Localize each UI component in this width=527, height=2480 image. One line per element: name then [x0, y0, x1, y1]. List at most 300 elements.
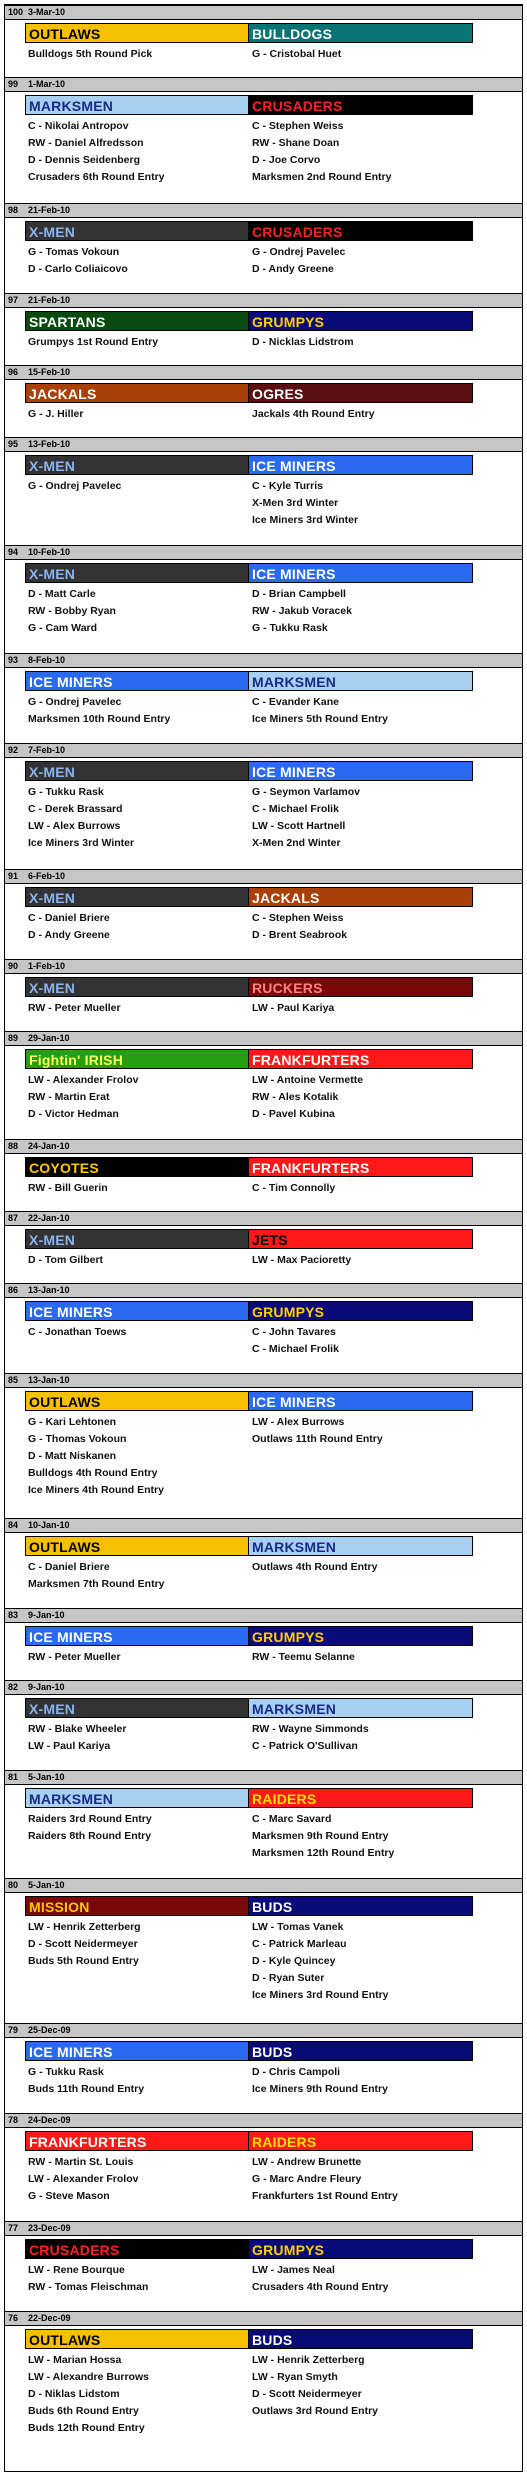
trade-side-left — [25, 383, 249, 423]
team-name: CRUSADERS — [249, 221, 473, 241]
trade-side-left — [25, 95, 249, 186]
trade-entry — [5, 203, 522, 293]
team-name: JETS — [249, 1229, 473, 1249]
team-name: OUTLAWS — [25, 1391, 249, 1411]
trade-number: 89 — [8, 1033, 19, 1043]
team-name: MARKSMEN — [249, 1536, 473, 1556]
trade-side-left — [25, 1229, 249, 1269]
team-name: CRUSADERS — [249, 95, 473, 115]
team-name: ICE MINERS — [249, 455, 473, 475]
trade-body — [5, 1694, 522, 1770]
trade-items — [249, 334, 473, 351]
trade-entry — [5, 1680, 522, 1770]
trade-item: RW - Wayne Simmonds — [252, 1723, 369, 1735]
trade-item: LW - Antoine Vermette — [252, 1074, 364, 1086]
team-name: FRANKFURTERS — [249, 1049, 473, 1069]
trade-entry — [5, 545, 522, 653]
trade-item: C - Derek Brassard — [28, 803, 123, 815]
trade-item: G - Thomas Vokoun — [28, 1433, 127, 1445]
trade-item: C - Daniel Briere — [28, 1561, 110, 1573]
trade-items — [25, 46, 249, 63]
trade-item: LW - Alex Burrows — [252, 1416, 345, 1428]
trade-number: 77 — [8, 2223, 19, 2233]
trade-item: D - Brent Seabrook — [252, 929, 348, 941]
trade-item: Buds 12th Round Entry — [28, 2422, 145, 2434]
trade-header — [5, 77, 522, 92]
trade-item: Grumpys 1st Round Entry — [28, 336, 159, 348]
trade-body — [5, 883, 522, 959]
trade-side-left — [25, 1536, 249, 1593]
trade-item: Marksmen 10th Round Entry — [28, 713, 171, 725]
trade-date: 15-Feb-10 — [28, 367, 71, 377]
trade-item: D - Carlo Coliaicovo — [28, 263, 128, 275]
trade-items — [25, 1072, 249, 1123]
team-name: BUDS — [249, 2329, 473, 2349]
trade-items — [249, 244, 473, 278]
trade-header — [5, 437, 522, 452]
trade-item: LW - Max Pacioretty — [252, 1254, 352, 1266]
trade-item: Marksmen 9th Round Entry — [252, 1830, 389, 1842]
trade-entry — [5, 2221, 522, 2311]
trade-side-right — [249, 887, 473, 944]
trade-side-right — [249, 2329, 473, 2420]
trade-item: Jackals 4th Round Entry — [252, 408, 375, 420]
team-name: ICE MINERS — [249, 1391, 473, 1411]
trade-item: C - Jonathan Toews — [28, 1326, 127, 1338]
trade-items — [249, 784, 473, 852]
trade-item: Crusaders 6th Round Entry — [28, 171, 165, 183]
trade-entry — [5, 1770, 522, 1878]
trade-number: 83 — [8, 1610, 19, 1620]
trade-body — [5, 1297, 522, 1373]
trade-entry — [5, 365, 522, 437]
trade-items — [249, 2262, 473, 2296]
trade-header — [5, 5, 522, 20]
trade-item: D - Scott Neidermeyer — [252, 2388, 362, 2400]
trade-item: D - Victor Hedman — [28, 1108, 119, 1120]
trade-item: C - Stephen Weiss — [252, 912, 344, 924]
trade-item: G - Tukku Rask — [28, 2066, 104, 2078]
trade-item: C - Tim Connolly — [252, 1182, 336, 1194]
trade-entry — [5, 437, 522, 545]
team-name: ICE MINERS — [25, 1301, 249, 1321]
trade-item: LW - Alexander Frolov — [28, 1074, 139, 1086]
trade-number: 98 — [8, 205, 19, 215]
trade-body — [5, 1892, 522, 2023]
trade-item: C - Michael Frolik — [252, 803, 339, 815]
trade-item: RW - Peter Mueller — [28, 1002, 121, 1014]
trade-date: 21-Feb-10 — [28, 205, 71, 215]
trade-item: G - Ondrej Pavelec — [252, 246, 346, 258]
trade-number: 92 — [8, 745, 19, 755]
team-name: GRUMPYS — [249, 1626, 473, 1646]
team-name: ICE MINERS — [249, 761, 473, 781]
trade-items — [25, 1649, 249, 1666]
trade-item: C - Daniel Briere — [28, 912, 110, 924]
team-name: X-MEN — [25, 761, 249, 781]
team-name: X-MEN — [25, 1698, 249, 1718]
trade-header — [5, 1283, 522, 1298]
trade-items — [249, 1721, 473, 1755]
trade-item: Outlaws 11th Round Entry — [252, 1433, 383, 1445]
trade-entry — [5, 1608, 522, 1680]
trade-side-right — [249, 2239, 473, 2296]
trade-item: D - Ryan Suter — [252, 1972, 325, 1984]
trade-side-right — [249, 383, 473, 423]
trade-item: LW - Andrew Brunette — [252, 2156, 362, 2168]
trade-item: LW - Ryan Smyth — [252, 2371, 338, 2383]
trade-side-left — [25, 2131, 249, 2205]
trade-header — [5, 203, 522, 218]
trade-date: 3-Mar-10 — [28, 7, 66, 17]
trade-item: Crusaders 4th Round Entry — [252, 2281, 389, 2293]
trade-items — [25, 118, 249, 186]
trade-number: 85 — [8, 1375, 19, 1385]
trade-item: D - Niklas Lidstom — [28, 2388, 120, 2400]
trade-items — [249, 406, 473, 423]
trade-items — [25, 334, 249, 351]
trade-item: Ice Miners 3rd Winter — [252, 514, 359, 526]
trade-item: C - Stephen Weiss — [252, 120, 344, 132]
trade-number: 81 — [8, 1772, 19, 1782]
team-name: OUTLAWS — [25, 1536, 249, 1556]
trade-items — [249, 1559, 473, 1576]
trade-side-right — [249, 311, 473, 351]
trade-side-right — [249, 221, 473, 278]
trade-item: G - Kari Lehtonen — [28, 1416, 117, 1428]
trade-item: Marksmen 7th Round Entry — [28, 1578, 165, 1590]
trade-date: 5-Jan-10 — [28, 1880, 65, 1890]
trade-side-right — [249, 1301, 473, 1358]
trade-body — [5, 2127, 522, 2221]
trade-item: C - Evander Kane — [252, 696, 339, 708]
trade-item: G - Cristobal Huet — [252, 48, 342, 60]
trade-item: Buds 5th Round Entry — [28, 1955, 139, 1967]
trade-items — [249, 1649, 473, 1666]
trade-items — [249, 1000, 473, 1017]
trade-body — [5, 2325, 522, 2471]
trade-item: Ice Miners 9th Round Entry — [252, 2083, 388, 2095]
trade-side-right — [249, 563, 473, 637]
trade-number: 90 — [8, 961, 19, 971]
trade-side-left — [25, 23, 249, 63]
team-name: BUDS — [249, 2041, 473, 2061]
team-name: MARKSMEN — [25, 1788, 249, 1808]
trade-body — [5, 1532, 522, 1608]
trade-header — [5, 1518, 522, 1533]
trade-item: G - Marc Andre Fleury — [252, 2173, 362, 2185]
trade-item: D - Scott Neidermeyer — [28, 1938, 138, 1950]
trade-items — [25, 2154, 249, 2205]
trade-entry — [5, 77, 522, 203]
trade-items — [249, 1811, 473, 1862]
trade-item: D - Tom Gilbert — [28, 1254, 104, 1266]
trade-number: 97 — [8, 295, 19, 305]
trade-items — [25, 586, 249, 637]
team-name: ICE MINERS — [25, 1626, 249, 1646]
trade-item: LW - Rene Bourque — [28, 2264, 125, 2276]
team-name: OUTLAWS — [25, 2329, 249, 2349]
trade-header — [5, 1139, 522, 1154]
team-name: JACKALS — [25, 383, 249, 403]
trade-side-right — [249, 1229, 473, 1269]
trade-items — [25, 244, 249, 278]
trade-item: D - Joe Corvo — [252, 154, 321, 166]
team-name: JACKALS — [249, 887, 473, 907]
trade-body — [5, 2037, 522, 2113]
trade-side-right — [249, 671, 473, 728]
trade-side-right — [249, 1626, 473, 1666]
trade-item: D - Andy Greene — [28, 929, 110, 941]
trade-items — [25, 478, 249, 495]
team-name: GRUMPYS — [249, 311, 473, 331]
team-name: X-MEN — [25, 455, 249, 475]
trade-side-right — [249, 1536, 473, 1576]
trade-date: 13-Jan-10 — [28, 1375, 70, 1385]
trade-entry — [5, 1373, 522, 1518]
trade-header — [5, 2023, 522, 2038]
trade-items — [249, 1252, 473, 1269]
trade-number: 78 — [8, 2115, 19, 2125]
trade-side-left — [25, 1698, 249, 1755]
trade-entry — [5, 2113, 522, 2221]
trade-side-right — [249, 1788, 473, 1862]
team-name: ICE MINERS — [249, 563, 473, 583]
trade-item: LW - Marian Hossa — [28, 2354, 122, 2366]
team-name: COYOTES — [25, 1157, 249, 1177]
trade-item: RW - Jakub Voracek — [252, 605, 352, 617]
trade-number: 99 — [8, 79, 19, 89]
team-name: X-MEN — [25, 563, 249, 583]
trade-header — [5, 653, 522, 668]
trade-entry — [5, 1518, 522, 1608]
trade-item: RW - Shane Doan — [252, 137, 340, 149]
trade-body — [5, 667, 522, 743]
trade-side-right — [249, 2131, 473, 2205]
trade-side-right — [249, 1698, 473, 1755]
trade-item: RW - Martin St. Louis — [28, 2156, 134, 2168]
trade-item: C - Patrick O'Sullivan — [252, 1740, 358, 1752]
trade-item: C - Patrick Marleau — [252, 1938, 347, 1950]
trade-items — [249, 2352, 473, 2420]
trade-item: D - Brian Campbell — [252, 588, 346, 600]
trade-item: RW - Bobby Ryan — [28, 605, 116, 617]
trade-items — [249, 1324, 473, 1358]
trade-number: 93 — [8, 655, 19, 665]
trade-body — [5, 1225, 522, 1283]
trade-item: X-Men 3rd Winter — [252, 497, 339, 509]
trade-body — [5, 1153, 522, 1211]
trade-header — [5, 1878, 522, 1893]
trade-log — [4, 4, 523, 2472]
trade-items — [25, 1414, 249, 1499]
trade-items — [249, 478, 473, 529]
trade-body — [5, 217, 522, 293]
team-name: ICE MINERS — [25, 671, 249, 691]
trade-item: D - Matt Niskanen — [28, 1450, 117, 1462]
trade-side-right — [249, 1157, 473, 1197]
trade-body — [5, 19, 522, 77]
team-name: GRUMPYS — [249, 2239, 473, 2259]
trade-entry — [5, 2023, 522, 2113]
trade-item: D - Kyle Quincey — [252, 1955, 336, 1967]
trade-item: Buds 11th Round Entry — [28, 2083, 145, 2095]
trade-side-left — [25, 563, 249, 637]
trade-item: Ice Miners 3rd Round Entry — [252, 1989, 389, 2001]
trade-item: Marksmen 12th Round Entry — [252, 1847, 395, 1859]
team-name: CRUSADERS — [25, 2239, 249, 2259]
trade-header — [5, 1373, 522, 1388]
trade-item: D - Andy Greene — [252, 263, 334, 275]
team-name: X-MEN — [25, 1229, 249, 1249]
trade-item: C - John Tavares — [252, 1326, 336, 1338]
trade-items — [249, 46, 473, 63]
trade-side-right — [249, 761, 473, 852]
trade-header — [5, 365, 522, 380]
trade-item: LW - Alex Burrows — [28, 820, 121, 832]
trade-item: Bulldogs 5th Round Pick — [28, 48, 153, 60]
trade-header — [5, 545, 522, 560]
trade-item: G - Tukku Rask — [252, 622, 328, 634]
trade-item: G - Ondrej Pavelec — [28, 480, 122, 492]
trade-items — [249, 118, 473, 186]
trade-side-left — [25, 977, 249, 1017]
team-name: Fightin' IRISH — [25, 1049, 249, 1069]
trade-header — [5, 1608, 522, 1623]
trade-item: LW - Alexander Frolov — [28, 2173, 139, 2185]
trade-entry — [5, 293, 522, 365]
team-name: SPARTANS — [25, 311, 249, 331]
trade-side-left — [25, 761, 249, 852]
trade-side-left — [25, 311, 249, 351]
trade-body — [5, 973, 522, 1031]
trade-side-left — [25, 1301, 249, 1341]
trade-item: RW - Daniel Alfredsson — [28, 137, 144, 149]
trade-date: 21-Feb-10 — [28, 295, 71, 305]
trade-side-left — [25, 221, 249, 278]
trade-date: 24-Dec-09 — [28, 2115, 71, 2125]
team-name: ICE MINERS — [25, 2041, 249, 2061]
trade-date: 10-Jan-10 — [28, 1520, 70, 1530]
team-name: X-MEN — [25, 221, 249, 241]
trade-date: 22-Dec-09 — [28, 2313, 71, 2323]
trade-number: 95 — [8, 439, 19, 449]
team-name: RAIDERS — [249, 1788, 473, 1808]
trade-items — [25, 1000, 249, 1017]
trade-item: RW - Bill Guerin — [28, 1182, 108, 1194]
trade-items — [25, 2064, 249, 2098]
trade-number: 79 — [8, 2025, 19, 2035]
trade-item: G - J. Hiller — [28, 408, 84, 420]
trade-item: Frankfurters 1st Round Entry — [252, 2190, 398, 2202]
trade-items — [25, 2352, 249, 2437]
trade-entry — [5, 959, 522, 1031]
team-name: MISSION — [25, 1896, 249, 1916]
trade-items — [249, 1180, 473, 1197]
trade-item: Raiders 3rd Round Entry — [28, 1813, 152, 1825]
team-name: BUDS — [249, 1896, 473, 1916]
trade-item: C - Marc Savard — [252, 1813, 332, 1825]
trade-body — [5, 757, 522, 869]
trade-header — [5, 959, 522, 974]
trade-number: 84 — [8, 1520, 19, 1530]
team-name: MARKSMEN — [249, 1698, 473, 1718]
team-name: X-MEN — [25, 977, 249, 997]
trade-date: 22-Jan-10 — [28, 1213, 70, 1223]
trade-item: LW - Paul Kariya — [252, 1002, 335, 1014]
team-name: FRANKFURTERS — [25, 2131, 249, 2151]
trade-date: 1-Mar-10 — [28, 79, 66, 89]
trade-item: RW - Peter Mueller — [28, 1651, 121, 1663]
trade-body — [5, 307, 522, 365]
team-name: MARKSMEN — [249, 671, 473, 691]
team-name: RUCKERS — [249, 977, 473, 997]
trade-items — [249, 2064, 473, 2098]
trade-items — [249, 1919, 473, 2004]
trade-date: 25-Dec-09 — [28, 2025, 71, 2035]
trade-item: LW - Paul Kariya — [28, 1740, 111, 1752]
trade-items — [25, 1919, 249, 1970]
trade-number: 87 — [8, 1213, 19, 1223]
trade-item: Outlaws 4th Round Entry — [252, 1561, 378, 1573]
trade-side-right — [249, 1391, 473, 1448]
trade-items — [25, 1811, 249, 1845]
trade-item: Ice Miners 5th Round Entry — [252, 713, 388, 725]
team-name: RAIDERS — [249, 2131, 473, 2151]
trade-date: 13-Feb-10 — [28, 439, 71, 449]
trade-items — [25, 1180, 249, 1197]
trade-date: 8-Feb-10 — [28, 655, 66, 665]
trade-item: RW - Martin Erat — [28, 1091, 110, 1103]
trade-entry — [5, 743, 522, 869]
team-name: X-MEN — [25, 887, 249, 907]
trade-number: 96 — [8, 367, 19, 377]
trade-items — [25, 910, 249, 944]
trade-body — [5, 2235, 522, 2311]
trade-items — [25, 694, 249, 728]
trade-item: Ice Miners 3rd Winter — [28, 837, 135, 849]
trade-items — [25, 1324, 249, 1341]
trade-entry — [5, 2311, 522, 2471]
team-name: OUTLAWS — [25, 23, 249, 43]
trade-item: LW - Tomas Vanek — [252, 1921, 344, 1933]
trade-items — [249, 1414, 473, 1448]
trade-header — [5, 1770, 522, 1785]
trade-number: 76 — [8, 2313, 19, 2323]
trade-side-left — [25, 2239, 249, 2296]
trade-side-left — [25, 671, 249, 728]
trade-side-right — [249, 95, 473, 186]
trade-item: LW - Scott Hartnell — [252, 820, 346, 832]
trade-item: D - Pavel Kubina — [252, 1108, 335, 1120]
trade-number: 80 — [8, 1880, 19, 1890]
trade-header — [5, 1680, 522, 1695]
trade-item: D - Nicklas Lidstrom — [252, 336, 354, 348]
trade-body — [5, 91, 522, 203]
trade-item: LW - Alexandre Burrows — [28, 2371, 149, 2383]
trade-header — [5, 293, 522, 308]
trade-date: 9-Jan-10 — [28, 1682, 65, 1692]
trade-items — [249, 2154, 473, 2205]
trade-body — [5, 559, 522, 653]
trade-entry — [5, 869, 522, 959]
trade-date: 29-Jan-10 — [28, 1033, 70, 1043]
trade-entry — [5, 5, 522, 77]
trade-item: Outlaws 3rd Round Entry — [252, 2405, 379, 2417]
trade-items — [249, 1072, 473, 1123]
trade-item: G - Tomas Vokoun — [28, 246, 120, 258]
trade-item: RW - Tomas Fleischman — [28, 2281, 149, 2293]
